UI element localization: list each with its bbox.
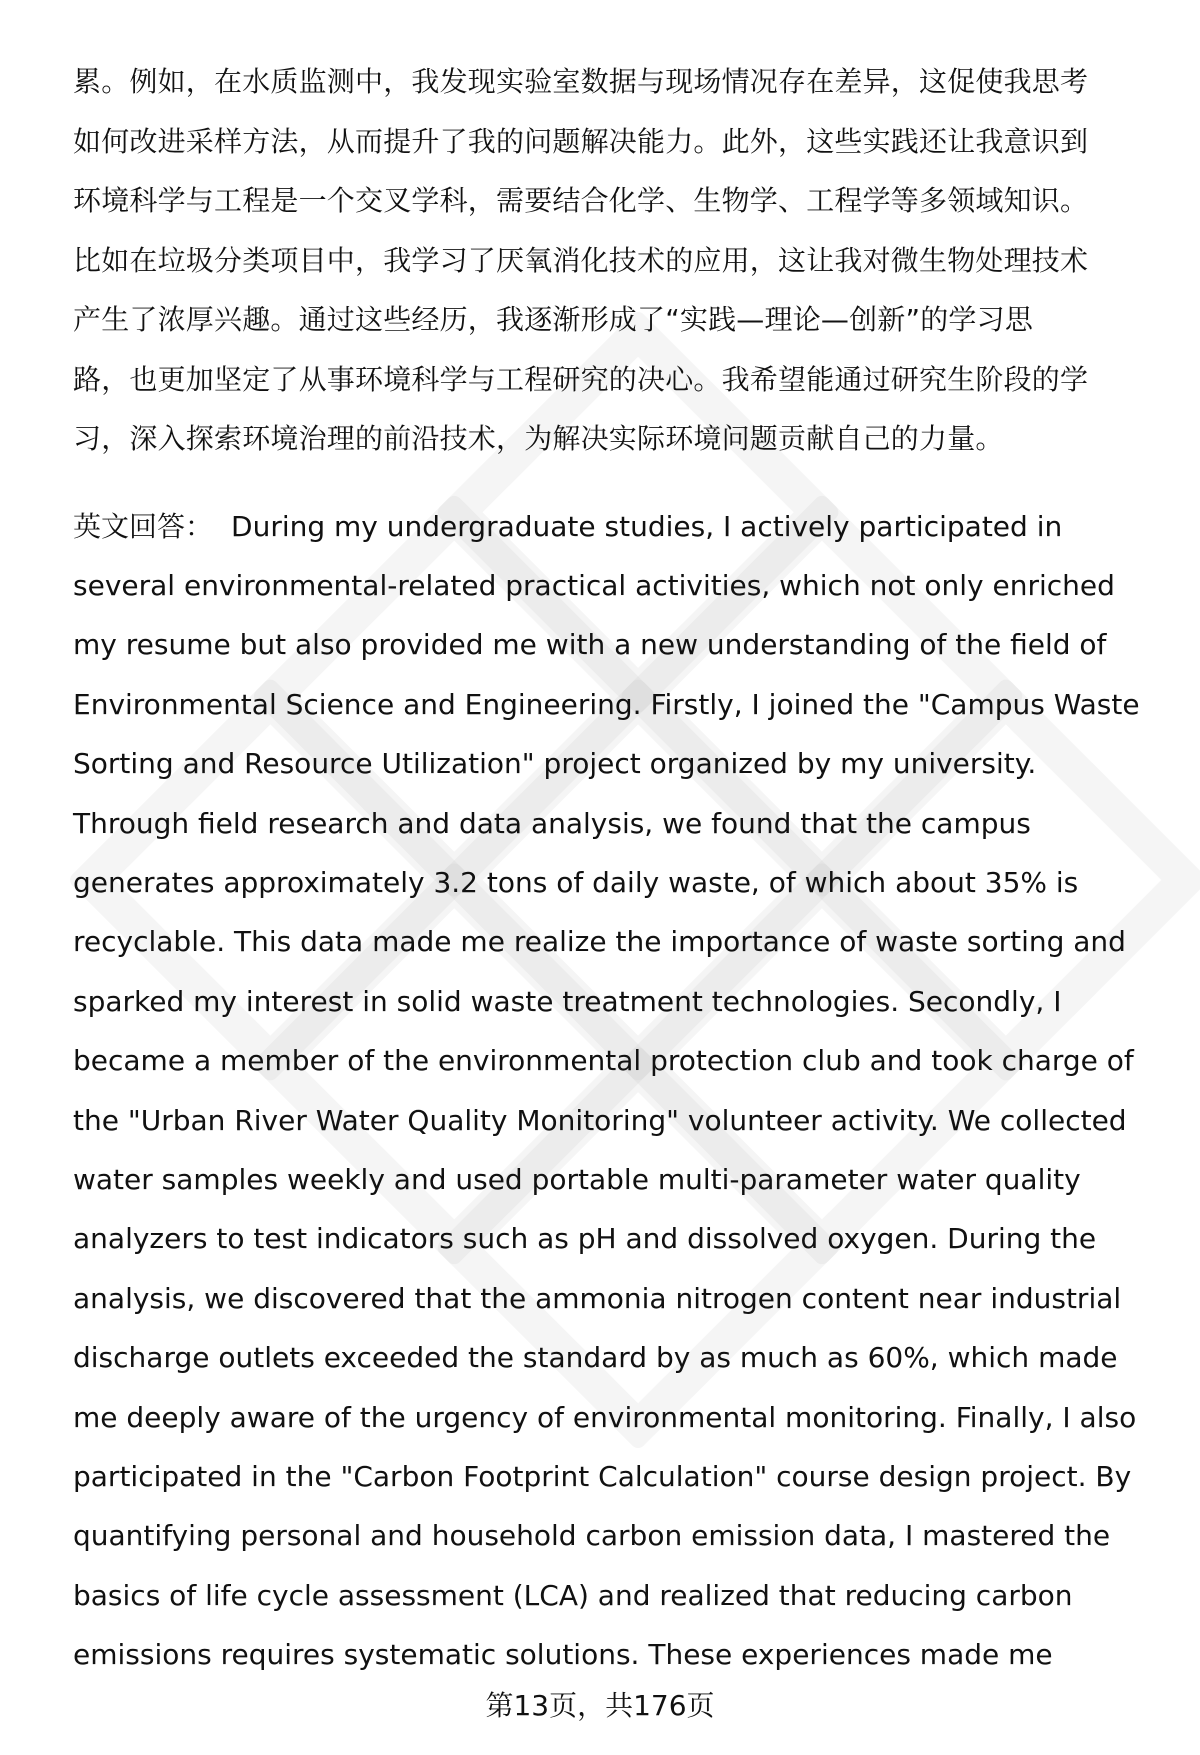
english-line-text: During my undergraduate studies, I actively participated in: [231, 509, 1063, 543]
english-line: discharge outlets exceeded the standard by as much as 60%, which made: [73, 1341, 1118, 1375]
chinese-line: 习，深入探索环境治理的前沿技术，为解决实际环境问题贡献自己的力量。: [73, 422, 1004, 455]
english-line: recyclable. This data made me realize the importance of waste sorting and: [73, 925, 1126, 959]
english-line: analysis, we discovered that the ammonia nitrogen content near industrial: [73, 1281, 1122, 1315]
english-line: the "Urban River Water Quality Monitoring" volunteer activity. We collected: [73, 1103, 1127, 1137]
chinese-line: 环境科学与工程是一个交叉学科，需要结合化学、生物学、工程学等多领域知识。: [73, 184, 1089, 217]
english-line: [73, 497, 1153, 556]
chinese-paragraph: [73, 52, 1153, 469]
english-line: analyzers to test indicators such as pH and dissolved oxygen. During the: [73, 1222, 1097, 1256]
chinese-line: 产生了浓厚兴趣。通过这些经历，我逐渐形成了“实践—理论—创新”的学习思: [73, 303, 1034, 336]
english-line: sparked my interest in solid waste treatment technologies. Secondly, I: [73, 984, 1062, 1018]
english-answer-label: 英文回答：: [73, 509, 214, 543]
english-line: participated in the "Carbon Footprint Calculation" course design project. By: [73, 1460, 1132, 1493]
english-line: became a member of the environmental protection club and took charge of: [73, 1044, 1134, 1078]
english-line: quantifying personal and household carbon emission data, I mastered the: [73, 1519, 1111, 1553]
english-line: my resume but also provided me with a new understanding of the field of: [73, 628, 1107, 662]
english-line: generates approximately 3.2 tons of daily waste, of which about 35% is: [73, 865, 1079, 899]
chinese-line: 比如在垃圾分类项目中，我学习了厌氧消化技术的应用，这让我对微生物处理技术: [73, 243, 1089, 277]
chinese-line: 路，也更加坚定了从事环境科学与工程研究的决心。我希望能通过研究生阶段的学: [73, 362, 1089, 396]
english-answer-paragraph: [73, 497, 1153, 1685]
english-line: Through field research and data analysis, we found that the campus: [73, 806, 1031, 840]
english-line: Sorting and Resource Utilization" project organized by my university.: [73, 747, 1037, 781]
page-number-footer: 第13页，共176页: [485, 1689, 715, 1722]
chinese-line: 如何改进采样方法，从而提升了我的问题解决能力。此外，这些实践还让我意识到: [73, 124, 1089, 158]
english-line: basics of life cycle assessment (LCA) and realized that reducing carbon: [73, 1578, 1073, 1612]
english-line: Environmental Science and Engineering. Firstly, I joined the "Campus Waste: [73, 687, 1140, 721]
document-content: [73, 52, 1153, 1685]
english-line: emissions requires systematic solutions. These experiences made me: [73, 1638, 1053, 1672]
chinese-line: 累。例如，在水质监测中，我发现实验室数据与现场情况存在差异，这促使我思考: [73, 65, 1089, 98]
english-line: water samples weekly and used portable multi-parameter water quality: [73, 1162, 1081, 1196]
english-line: several environmental-related practical activities, which not only enriched: [73, 568, 1115, 602]
english-line: me deeply aware of the urgency of environmental monitoring. Finally, I also: [73, 1400, 1137, 1434]
